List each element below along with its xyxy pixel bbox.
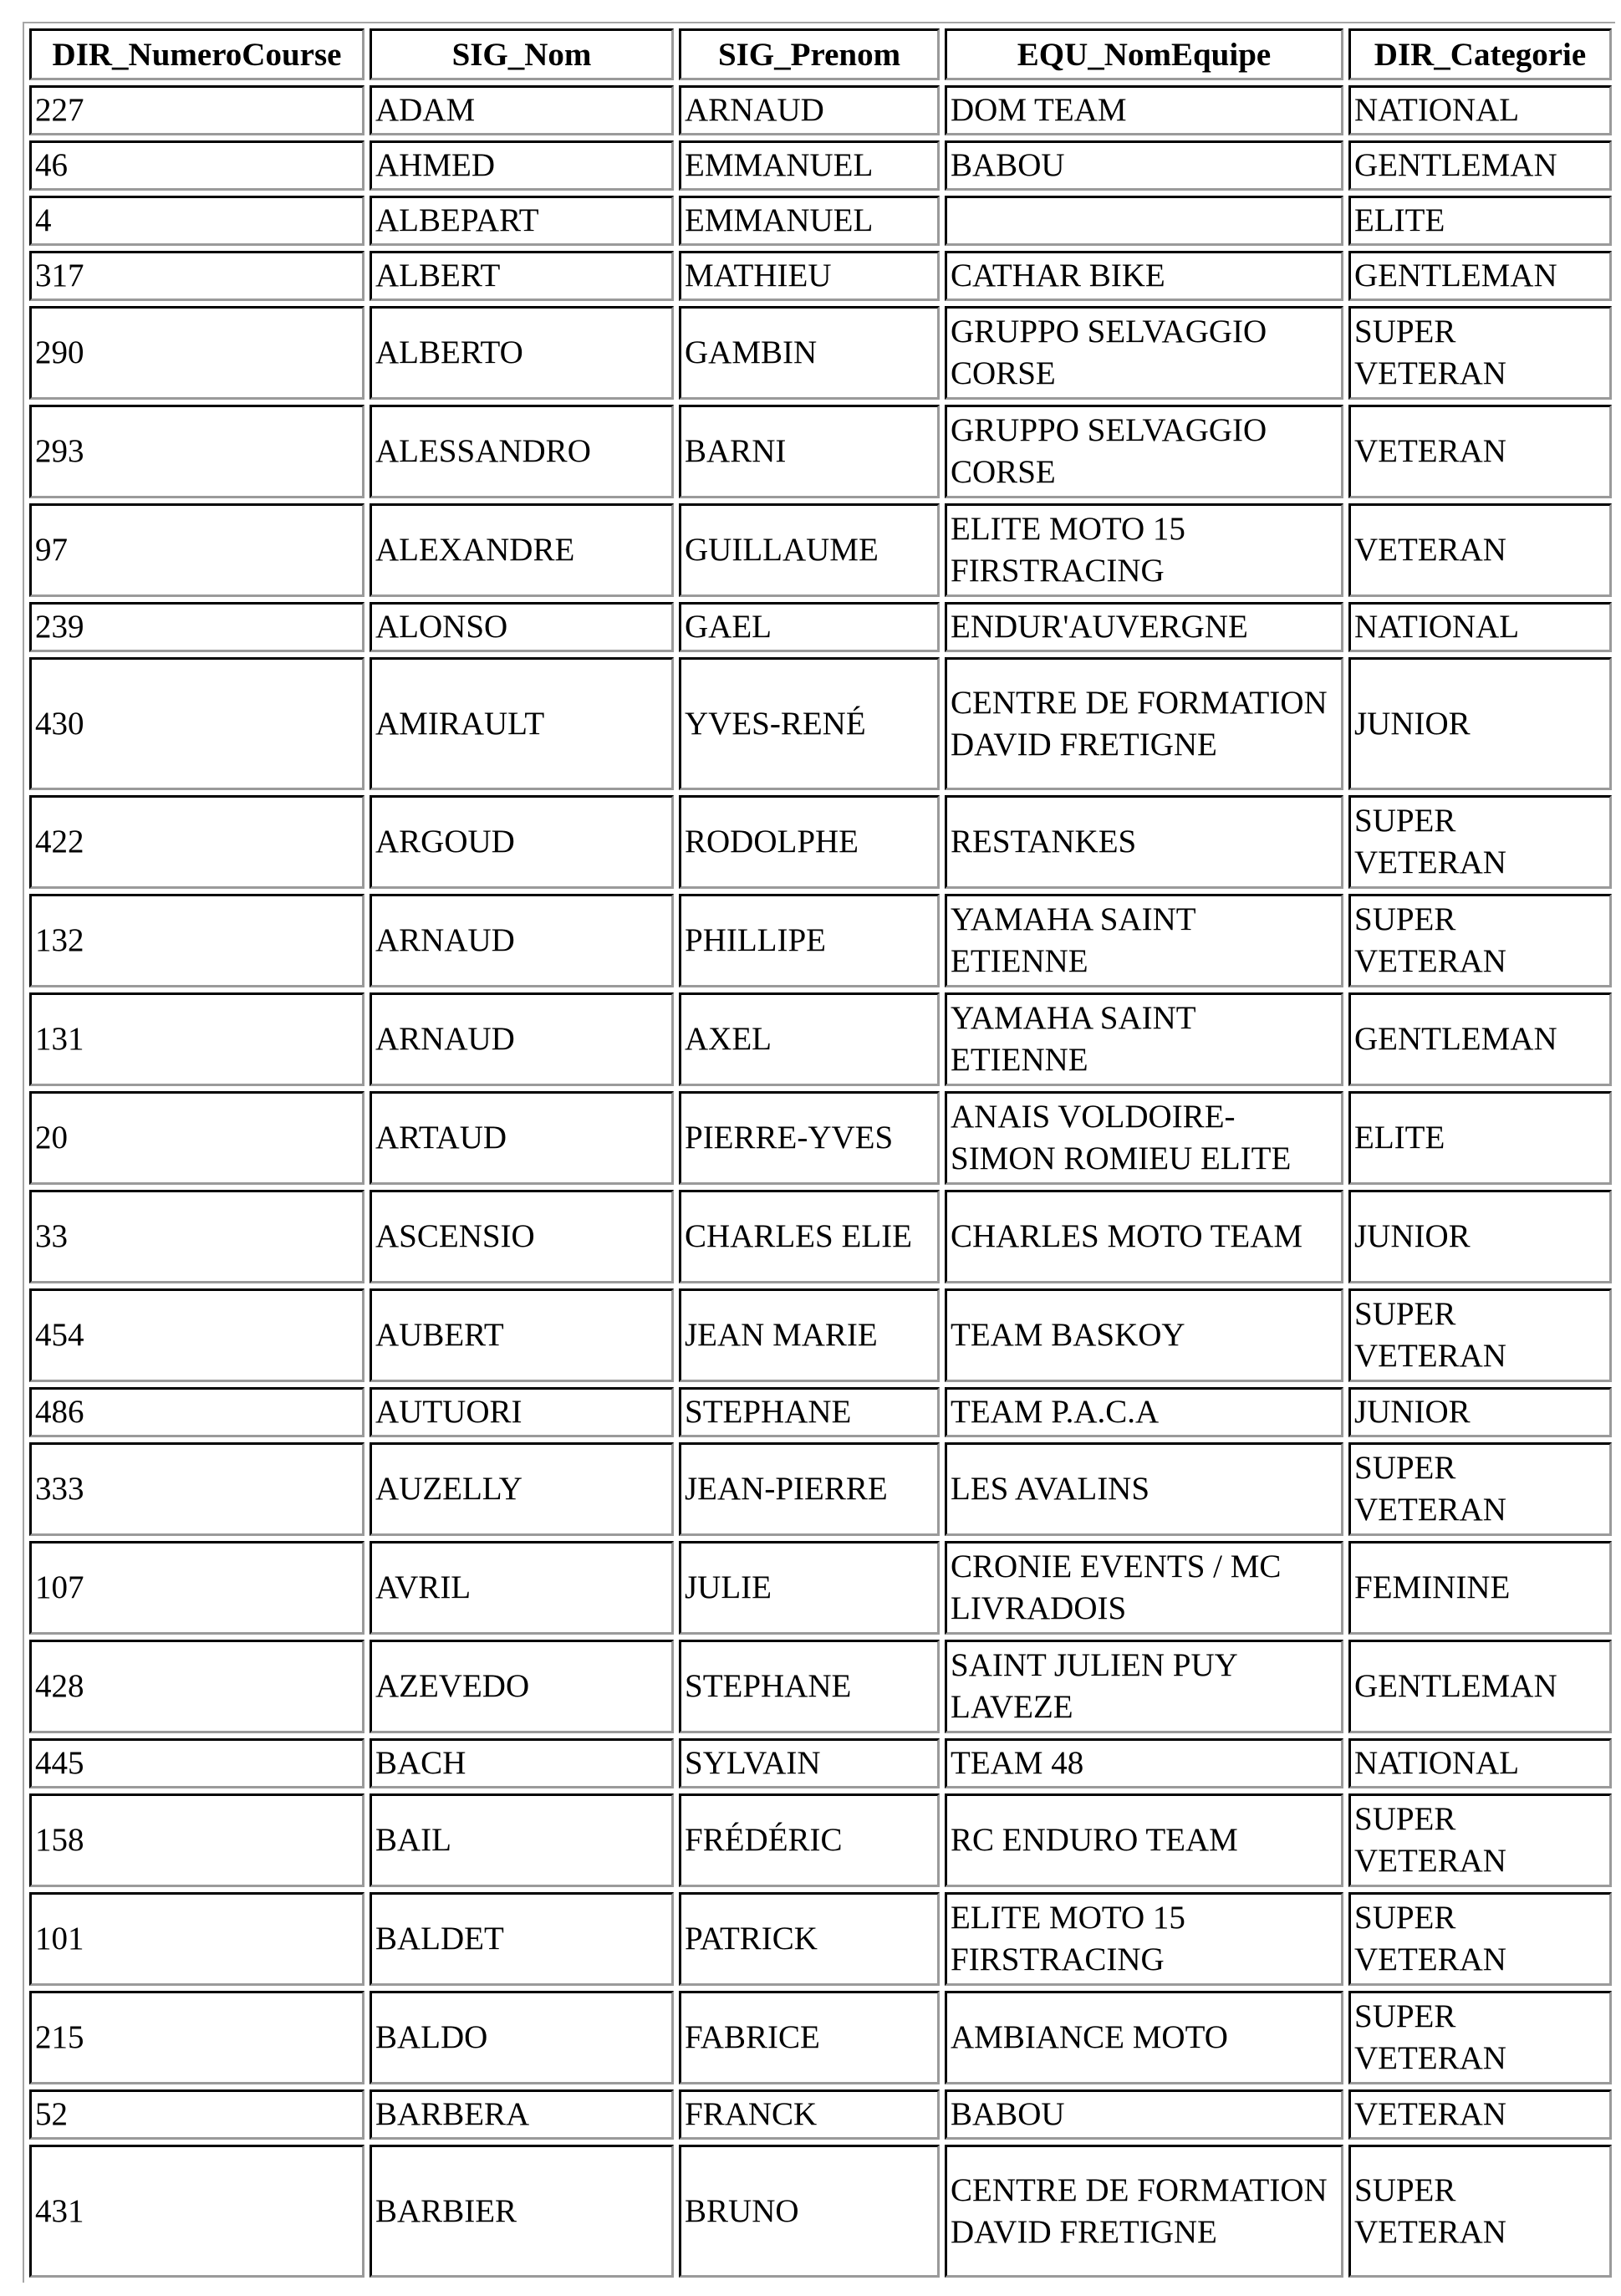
cell-nom: ARTAUD xyxy=(370,1091,674,1185)
table-row xyxy=(29,140,1612,191)
cell-numero-course: 132 xyxy=(29,894,364,987)
cell-numero-course: 486 xyxy=(29,1387,364,1437)
table-row xyxy=(29,1793,1612,1887)
cell-numero-course: 52 xyxy=(29,2089,364,2140)
cell-numero-course: 20 xyxy=(29,1091,364,1185)
cell-equipe: TEAM P.A.C.A xyxy=(945,1387,1343,1437)
table-row xyxy=(29,306,1612,400)
cell-nom: BALDET xyxy=(370,1892,674,1986)
cell-numero-course: 430 xyxy=(29,657,364,790)
cell-numero-course: 215 xyxy=(29,1991,364,2084)
cell-numero-course: 97 xyxy=(29,503,364,597)
cell-prenom: JULIE xyxy=(679,1541,940,1635)
cell-numero-course: 317 xyxy=(29,251,364,301)
cell-numero-course: 293 xyxy=(29,405,364,498)
cell-equipe: CATHAR BIKE xyxy=(945,251,1343,301)
table-row xyxy=(29,602,1612,652)
cell-prenom: RODOLPHE xyxy=(679,795,940,889)
cell-nom: ASCENSIO xyxy=(370,1190,674,1283)
cell-equipe: ANAIS VOLDOIRE-SIMON ROMIEU ELITE xyxy=(945,1091,1343,1185)
cell-categorie: NATIONAL xyxy=(1348,85,1612,135)
cell-categorie: GENTLEMAN xyxy=(1348,140,1612,191)
cell-nom: AHMED xyxy=(370,140,674,191)
cell-nom: AUBERT xyxy=(370,1288,674,1382)
table-row xyxy=(29,251,1612,301)
cell-equipe: CHARLES MOTO TEAM xyxy=(945,1190,1343,1283)
header-categorie: DIR_Categorie xyxy=(1348,28,1612,80)
cell-nom: ARGOUD xyxy=(370,795,674,889)
cell-categorie: JUNIOR xyxy=(1348,657,1612,790)
cell-nom: BARBERA xyxy=(370,2089,674,2140)
table-row xyxy=(29,1288,1612,1382)
table-row xyxy=(29,503,1612,597)
cell-categorie: VETERAN xyxy=(1348,405,1612,498)
cell-prenom: PHILLIPE xyxy=(679,894,940,987)
cell-equipe: LES AVALINS xyxy=(945,1442,1343,1536)
cell-equipe: RC ENDURO TEAM xyxy=(945,1793,1343,1887)
table-row xyxy=(29,1892,1612,1986)
cell-equipe: BABOU xyxy=(945,140,1343,191)
cell-categorie: GENTLEMAN xyxy=(1348,251,1612,301)
table-row xyxy=(29,1442,1612,1536)
table-row xyxy=(29,405,1612,498)
cell-prenom: BRUNO xyxy=(679,2145,940,2278)
cell-equipe: BABOU xyxy=(945,2089,1343,2140)
table-row xyxy=(29,1541,1612,1635)
cell-nom: BARBIER xyxy=(370,2145,674,2278)
cell-prenom: ARNAUD xyxy=(679,85,940,135)
cell-categorie: ELITE xyxy=(1348,196,1612,246)
cell-equipe: ENDUR'AUVERGNE xyxy=(945,602,1343,652)
cell-prenom: YVES-RENÉ xyxy=(679,657,940,790)
cell-prenom: EMMANUEL xyxy=(679,196,940,246)
cell-numero-course: 454 xyxy=(29,1288,364,1382)
cell-equipe: YAMAHA SAINT ETIENNE xyxy=(945,894,1343,987)
cell-equipe: CENTRE DE FORMATION DAVID FRETIGNE xyxy=(945,657,1343,790)
cell-numero-course: 445 xyxy=(29,1738,364,1788)
cell-nom: ALBERT xyxy=(370,251,674,301)
cell-prenom: STEPHANE xyxy=(679,1640,940,1733)
cell-prenom: AXEL xyxy=(679,992,940,1086)
table-row xyxy=(29,2145,1612,2278)
table-row xyxy=(29,1091,1612,1185)
cell-nom: BACH xyxy=(370,1738,674,1788)
cell-categorie: SUPER VETERAN xyxy=(1348,1288,1612,1382)
cell-categorie: VETERAN xyxy=(1348,2089,1612,2140)
results-sheet xyxy=(23,22,1615,2296)
header-nom-equipe: EQU_NomEquipe xyxy=(945,28,1343,80)
cell-nom: ARNAUD xyxy=(370,894,674,987)
cell-equipe: CRONIE EVENTS / MC LIVRADOIS xyxy=(945,1541,1343,1635)
cell-numero-course: 333 xyxy=(29,1442,364,1536)
cell-nom: ALESSANDRO xyxy=(370,405,674,498)
table-row xyxy=(29,2089,1612,2140)
cell-equipe: GRUPPO SELVAGGIO CORSE xyxy=(945,306,1343,400)
cell-nom: ALBEPART xyxy=(370,196,674,246)
cell-equipe: YAMAHA SAINT ETIENNE xyxy=(945,992,1343,1086)
cell-categorie: ELITE xyxy=(1348,1091,1612,1185)
cell-equipe: TEAM 48 xyxy=(945,1738,1343,1788)
cell-equipe: GRUPPO SELVAGGIO CORSE xyxy=(945,405,1343,498)
cell-prenom: CHARLES ELIE xyxy=(679,1190,940,1283)
cell-numero-course: 431 xyxy=(29,2145,364,2278)
cell-prenom: EMMANUEL xyxy=(679,140,940,191)
header-numero-course: DIR_NumeroCourse xyxy=(29,28,364,80)
header-nom: SIG_Nom xyxy=(370,28,674,80)
cell-numero-course: 4 xyxy=(29,196,364,246)
cell-equipe: SAINT JULIEN PUY LAVEZE xyxy=(945,1640,1343,1733)
cell-prenom: FRÉDÉRIC xyxy=(679,1793,940,1887)
cell-numero-course: 422 xyxy=(29,795,364,889)
cell-numero-course: 131 xyxy=(29,992,364,1086)
cell-categorie: GENTLEMAN xyxy=(1348,1640,1612,1733)
cell-nom: AUTUORI xyxy=(370,1387,674,1437)
table-row xyxy=(29,657,1612,790)
table-row xyxy=(29,85,1612,135)
cell-prenom: GAMBIN xyxy=(679,306,940,400)
cell-equipe xyxy=(945,196,1343,246)
cell-numero-course: 290 xyxy=(29,306,364,400)
cell-categorie: JUNIOR xyxy=(1348,1190,1612,1283)
cell-nom: ALONSO xyxy=(370,602,674,652)
cell-categorie: SUPER VETERAN xyxy=(1348,1442,1612,1536)
cell-prenom: GAEL xyxy=(679,602,940,652)
cell-categorie: FEMININE xyxy=(1348,1541,1612,1635)
cell-categorie: SUPER VETERAN xyxy=(1348,894,1612,987)
cell-numero-course: 158 xyxy=(29,1793,364,1887)
cell-numero-course: 239 xyxy=(29,602,364,652)
cell-prenom: FRANCK xyxy=(679,2089,940,2140)
cell-equipe: DOM TEAM xyxy=(945,85,1343,135)
cell-equipe: AMBIANCE MOTO xyxy=(945,1991,1343,2084)
table-row xyxy=(29,894,1612,987)
header-row xyxy=(29,28,1612,80)
cell-prenom: BARNI xyxy=(679,405,940,498)
cell-numero-course: 33 xyxy=(29,1190,364,1283)
cell-categorie: SUPER VETERAN xyxy=(1348,1892,1612,1986)
cell-prenom: PATRICK xyxy=(679,1892,940,1986)
cell-nom: ALEXANDRE xyxy=(370,503,674,597)
cell-categorie: SUPER VETERAN xyxy=(1348,1991,1612,2084)
cell-equipe: TEAM BASKOY xyxy=(945,1288,1343,1382)
entries-table xyxy=(23,22,1615,2283)
cell-equipe: RESTANKES xyxy=(945,795,1343,889)
cell-numero-course: 107 xyxy=(29,1541,364,1635)
cell-prenom: MATHIEU xyxy=(679,251,940,301)
cell-prenom: FABRICE xyxy=(679,1991,940,2084)
cell-categorie: SUPER VETERAN xyxy=(1348,1793,1612,1887)
cell-categorie: NATIONAL xyxy=(1348,602,1612,652)
cell-nom: BALDO xyxy=(370,1991,674,2084)
cell-nom: ADAM xyxy=(370,85,674,135)
table-row xyxy=(29,1640,1612,1733)
cell-prenom: STEPHANE xyxy=(679,1387,940,1437)
cell-nom: AUZELLY xyxy=(370,1442,674,1536)
cell-prenom: JEAN MARIE xyxy=(679,1288,940,1382)
cell-prenom: GUILLAUME xyxy=(679,503,940,597)
cell-categorie: SUPER VETERAN xyxy=(1348,306,1612,400)
cell-nom: BAIL xyxy=(370,1793,674,1887)
cell-nom: ARNAUD xyxy=(370,992,674,1086)
cell-categorie: JUNIOR xyxy=(1348,1387,1612,1437)
header-prenom: SIG_Prenom xyxy=(679,28,940,80)
cell-equipe: CENTRE DE FORMATION DAVID FRETIGNE xyxy=(945,2145,1343,2278)
cell-equipe: ELITE MOTO 15 FIRSTRACING xyxy=(945,1892,1343,1986)
table-row xyxy=(29,992,1612,1086)
cell-categorie: NATIONAL xyxy=(1348,1738,1612,1788)
cell-categorie: SUPER VETERAN xyxy=(1348,2145,1612,2278)
table-row xyxy=(29,1190,1612,1283)
table-row xyxy=(29,1387,1612,1437)
cell-prenom: SYLVAIN xyxy=(679,1738,940,1788)
cell-prenom: PIERRE-YVES xyxy=(679,1091,940,1185)
cell-categorie: GENTLEMAN xyxy=(1348,992,1612,1086)
table-row xyxy=(29,1738,1612,1788)
cell-categorie: VETERAN xyxy=(1348,503,1612,597)
cell-nom: AZEVEDO xyxy=(370,1640,674,1733)
cell-numero-course: 101 xyxy=(29,1892,364,1986)
table-row xyxy=(29,1991,1612,2084)
cell-equipe: ELITE MOTO 15 FIRSTRACING xyxy=(945,503,1343,597)
cell-categorie: SUPER VETERAN xyxy=(1348,795,1612,889)
cell-numero-course: 46 xyxy=(29,140,364,191)
cell-prenom: JEAN-PIERRE xyxy=(679,1442,940,1536)
table-row xyxy=(29,196,1612,246)
table-row xyxy=(29,795,1612,889)
cell-nom: AMIRAULT xyxy=(370,657,674,790)
cell-numero-course: 227 xyxy=(29,85,364,135)
cell-nom: ALBERTO xyxy=(370,306,674,400)
cell-numero-course: 428 xyxy=(29,1640,364,1733)
cell-nom: AVRIL xyxy=(370,1541,674,1635)
